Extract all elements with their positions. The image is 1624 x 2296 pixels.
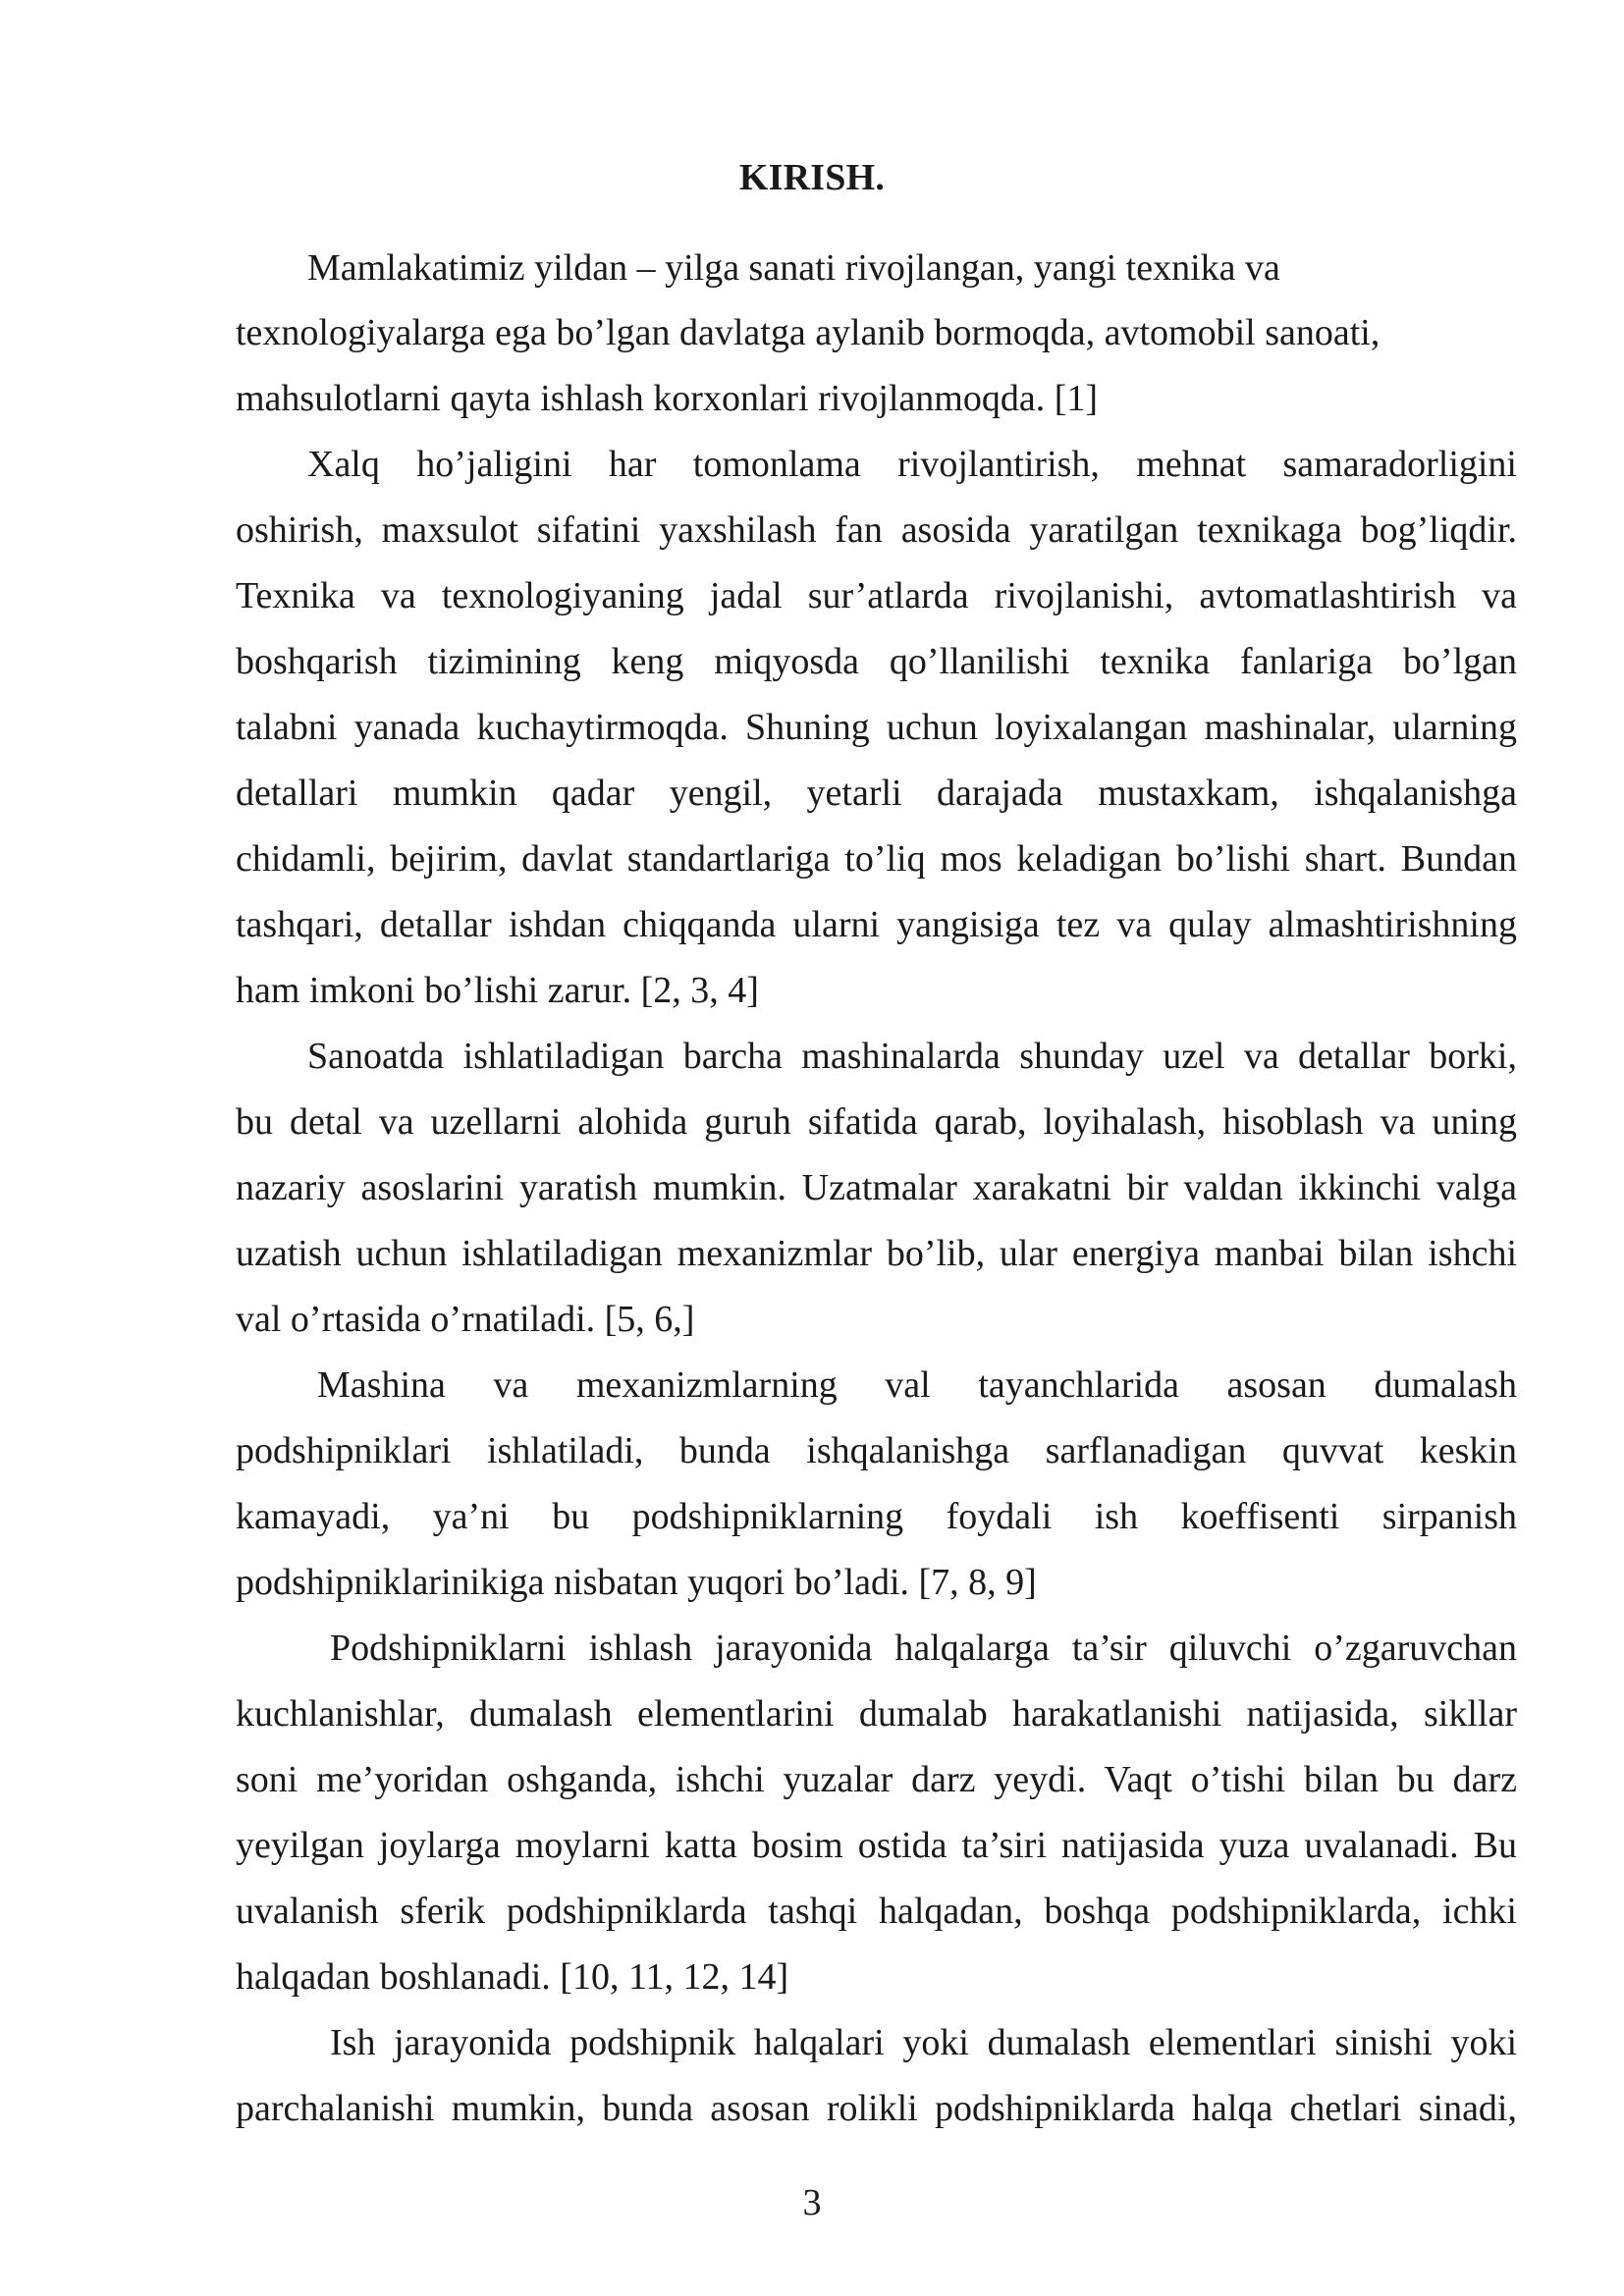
paragraph-line: chidamli, bejirim, davlat standartlariga to’liq mos keladigan bo’lishi shart. Bundan: [236, 838, 1517, 880]
paragraph-line: detallari mumkin qadar yengil, yetarli darajada mustaxkam, ishqalanishga: [236, 773, 1517, 814]
paragraph-line: kamayadi, ya’ni bu podshipniklarning foydali ish koeffisenti sirpanish: [236, 1496, 1517, 1537]
paragraph-line: talabni yanada kuchaytirmoqda. Shuning uchun loyixalangan mashinalar, ularning: [236, 707, 1517, 748]
page-number: 3: [802, 2182, 822, 2223]
paragraph-line: Xalq ho’jaligini har tomonlama rivojlantirish, mehnat samaradorligini: [307, 444, 1517, 485]
paragraph-line: nazariy asoslarini yaratish mumkin. Uzatmalar xarakatni bir valdan ikkinchi valga: [236, 1167, 1517, 1208]
paragraph-line: uzatish uchun ishlatiladigan mexanizmlar bo’lib, ular energiya manbai bilan ishchi: [236, 1233, 1517, 1274]
paragraph-line: Sanoatda ishlatiladigan barcha mashinalarda shunday uzel va detallar borki,: [307, 1036, 1517, 1077]
paragraph-line: boshqarish tizimining keng miqyosda qo’llanilishi texnika fanlariga bo’lgan: [236, 641, 1517, 682]
paragraph-line: Podshipniklarni ishlash jarayonida halqalarga ta’sir qiluvchi o’zgaruvchan: [330, 1628, 1517, 1669]
paragraph-line: mahsulotlarni qayta ishlash korxonlari rivojlanmoqda. [1]: [236, 378, 1099, 419]
paragraph-line: ham imkoni bo’lishi zarur. [2, 3, 4]: [236, 970, 759, 1011]
paragraph-line: tashqari, detallar ishdan chiqqanda ularni yangisiga tez va qulay almashtirishning: [236, 904, 1517, 945]
paragraph-line: podshipniklarinikiga nisbatan yuqori bo’ladi. [7, 8, 9]: [236, 1562, 1037, 1603]
paragraph-line: kuchlanishlar, dumalash elementlarini dumalab harakatlanishi natijasida, sikllar: [236, 1693, 1517, 1735]
paragraph-line: uvalanish sferik podshipniklarda tashqi halqadan, boshqa podshipniklarda, ichki: [236, 1891, 1517, 1932]
paragraph-line: Mashina va mexanizmlarning val tayanchlarida asosan dumalash: [317, 1364, 1517, 1406]
paragraph-line: halqadan boshlanadi. [10, 11, 12, 14]: [236, 1956, 789, 1998]
document-title: KIRISH.: [738, 157, 886, 198]
paragraph-line: oshirish, maxsulot sifatini yaxshilash fan asosida yaratilgan texnikaga bog’liqdir.: [236, 509, 1517, 551]
paragraph-line: soni me’yoridan oshganda, ishchi yuzalar darz yeydi. Vaqt o’tishi bilan bu darz: [236, 1759, 1517, 1800]
paragraph-line: Ish jarayonida podshipnik halqalari yoki dumalash elementlari sinishi yoki: [330, 2022, 1517, 2063]
paragraph-line: texnologiyalarga ega bo’lgan davlatga aylanib bormoqda, avtomobil sanoati,: [236, 312, 1380, 353]
paragraph-line: Mamlakatimiz yildan – yilga sanati rivojlangan, yangi texnika va: [307, 247, 1280, 289]
paragraph-line: Texnika va texnologiyaning jadal sur’atlarda rivojlanishi, avtomatlashtirish va: [236, 575, 1517, 616]
paragraph-line: bu detal va uzellarni alohida guruh sifatida qarab, loyihalash, hisoblash va uning: [236, 1101, 1517, 1143]
paragraph-line: parchalanishi mumkin, bunda asosan rolikli podshipniklarda halqa chetlari sinadi,: [236, 2088, 1517, 2129]
paragraph-line: yeyilgan joylarga moylarni katta bosim ostida ta’siri natijasida yuza uvalanadi. Bu: [236, 1825, 1517, 1866]
paragraph-line: podshipniklari ishlatiladi, bunda ishqalanishga sarflanadigan quvvat keskin: [236, 1430, 1517, 1471]
paragraph-line: val o’rtasida o’rnatiladi. [5, 6,]: [236, 1299, 695, 1340]
